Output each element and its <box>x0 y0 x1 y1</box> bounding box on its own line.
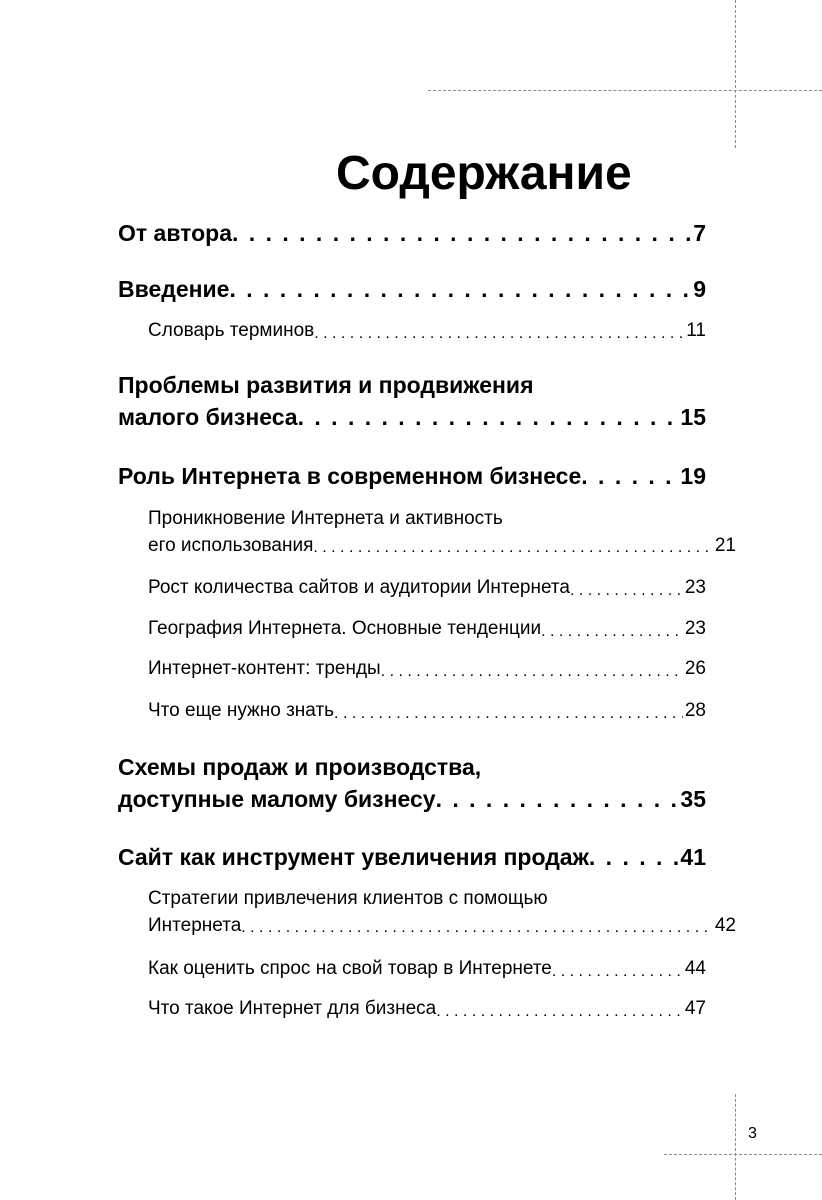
toc-entry <box>118 844 706 872</box>
toc-entry <box>118 463 706 491</box>
dot-leader <box>232 220 691 248</box>
toc-entry-page: 23 <box>684 577 706 598</box>
toc-subentry <box>118 888 736 938</box>
toc-entry-page: 9 <box>693 276 706 302</box>
toc-entry-title-line1: Стратегии привлечения клиентов с помощью <box>148 888 548 909</box>
toc-subentry <box>118 958 706 981</box>
dot-leader <box>241 918 713 937</box>
toc-entry-title: Словарь терминов <box>148 320 315 341</box>
dot-leader <box>552 962 683 981</box>
toc-entry-page: 19 <box>680 463 706 489</box>
toc-subentry <box>118 320 706 343</box>
toc-entry-title: Рост количества сайтов и аудитории Интернета <box>148 577 570 598</box>
dot-leader <box>541 622 683 641</box>
toc-entry-page: 15 <box>680 403 706 430</box>
dot-leader <box>229 276 691 304</box>
page-title: Содержание <box>336 147 632 200</box>
toc-entry-page: 26 <box>684 658 706 679</box>
toc-entry <box>118 276 706 304</box>
toc-entry-title: малого бизнеса <box>118 403 298 430</box>
dot-leader <box>436 786 679 814</box>
dot-leader <box>581 463 678 491</box>
toc-entry-title: Сайт как инструмент увеличения продаж <box>118 844 589 870</box>
toc-subentry <box>118 618 706 641</box>
toc-entry-title: Что еще нужно знать <box>148 700 335 721</box>
dot-leader <box>313 538 712 557</box>
crop-mark-top <box>428 90 822 91</box>
dot-leader <box>298 404 679 432</box>
toc-entry-title-line1: Проникновение Интернета и активность <box>148 508 503 529</box>
toc-entry-title: Введение <box>118 276 230 302</box>
toc-subentry <box>118 700 706 723</box>
dot-leader <box>436 1002 683 1021</box>
toc-entry-page: 44 <box>684 958 706 979</box>
toc-subentry <box>118 658 706 681</box>
dot-leader <box>589 844 679 872</box>
toc-entry-page: 21 <box>714 534 736 556</box>
toc-entry <box>118 220 706 248</box>
toc-entry-page: 23 <box>684 618 706 639</box>
toc-entry-title-line1: Схемы продаж и производства, <box>118 754 482 780</box>
toc-entry-title: География Интернета. Основные тенденции <box>148 618 542 639</box>
crop-mark-bottom-vertical <box>735 1094 736 1200</box>
dot-leader <box>570 581 683 600</box>
toc-entry-title: Интернет-контент: тренды <box>148 658 381 679</box>
toc-subentry <box>118 508 736 558</box>
toc-entry <box>118 372 706 431</box>
toc-entry-title: его использования <box>148 534 314 556</box>
toc-entry <box>118 754 706 813</box>
toc-subentry <box>118 998 706 1021</box>
dot-leader <box>334 704 683 723</box>
toc-entry-page: 28 <box>684 700 706 721</box>
toc-entry-title: Интернета <box>148 914 242 936</box>
dot-leader <box>314 324 684 343</box>
toc-entry-title: Как оценить спрос на свой товар в Интернете <box>148 958 552 979</box>
dot-leader <box>381 662 683 681</box>
toc-entry-page: 47 <box>684 998 706 1019</box>
crop-mark-bottom <box>664 1154 822 1155</box>
toc-entry-page: 41 <box>680 844 706 870</box>
toc-entry-page: 42 <box>714 914 736 936</box>
toc-subentry <box>118 577 706 600</box>
toc-entry-page: 7 <box>693 220 706 246</box>
toc-entry-page: 11 <box>686 320 706 341</box>
toc-entry-title: Роль Интернета в современном бизнесе <box>118 463 582 489</box>
toc-entry-title-line1: Проблемы развития и продвижения <box>118 372 534 398</box>
toc-entry-title: От автора <box>118 220 233 246</box>
toc-entry-page: 35 <box>680 785 706 812</box>
crop-mark-top-vertical <box>735 0 736 148</box>
toc-entry-title: Что такое Интернет для бизнеса <box>148 998 437 1019</box>
page-number: 3 <box>748 1125 757 1142</box>
toc-entry-title: доступные малому бизнесу <box>118 785 436 812</box>
